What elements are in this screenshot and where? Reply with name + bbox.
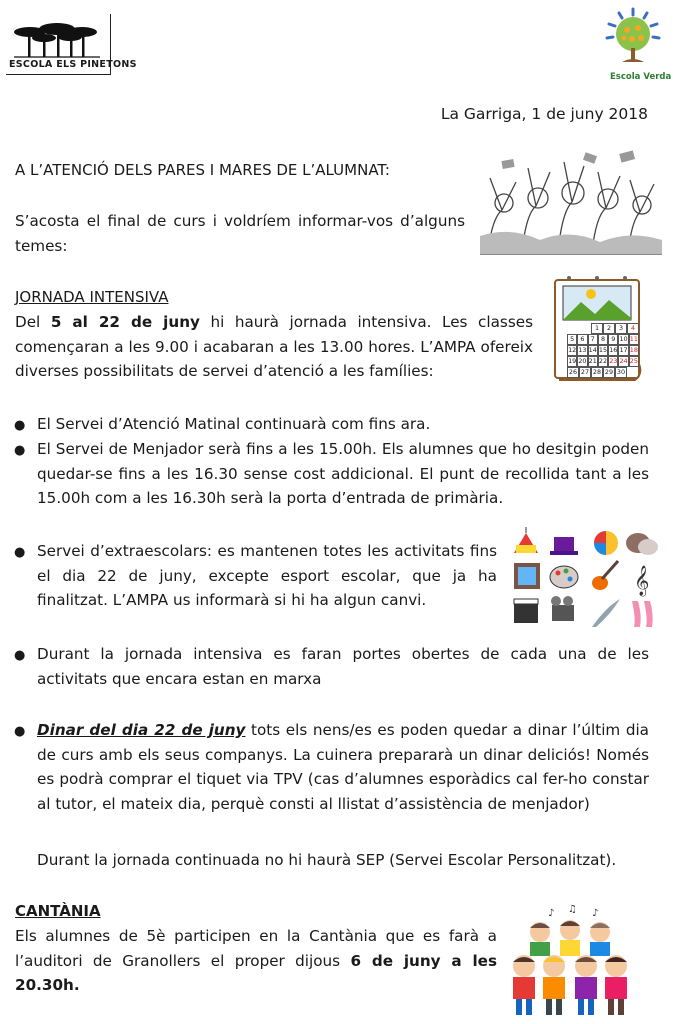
place-date: La Garriga, 1 de juny 2018 (440, 105, 648, 123)
page-title: A L’ATENCIÓ DELS PARES I MARES DE L’ALUMNAT: (15, 161, 390, 179)
film-camera-icon (551, 596, 574, 621)
cantania-paragraph: Els alumnes de 5è participen en la Cantània que es farà a l’auditori de Granollers el proper dijous 6 de juny a les 20.30h. (15, 927, 497, 994)
bullet-icon: ● (14, 418, 26, 433)
escola-verda-logo (598, 6, 672, 86)
treble-clef-icon (634, 565, 649, 597)
calendar-row: 19 20 21 22 23 24 25 (568, 357, 638, 365)
list-item-dinar: Dinar del dia 22 de juny tots els nens/es es poden quedar a dinar l’últim dia de curs amb els seus companys. La cuinera prepararà un dinar deliciós! Només es podrà comprar el tiquet via TPV (cas d’alumnes esporàdics cal fer-ho constar al tutor, el mateix dia, perquè consti al llistat d’assistència de menjador) (37, 721, 649, 813)
pine-trees-icon (12, 20, 102, 58)
picture-frame-icon (514, 563, 540, 589)
bullet-icon: ● (14, 724, 26, 739)
escola-verda-label: Escola Verda (610, 72, 672, 82)
svg-text:𝄞: 𝄞 (634, 566, 650, 596)
list-item-menjador: El Servei de Menjador serà fins a les 15.00h. Els alumnes que ho desitgin poden quedar-se fins a les 16.30 sense cost addicional. El punt de recollida tant a les 15.00h com a les 16.30h serà la porta d’entrada de primària. (37, 440, 649, 507)
calendar-row: 12 13 14 15 16 17 18 (568, 346, 638, 354)
beach-ball-icon (594, 531, 618, 555)
jornada-paragraph: Del 5 al 22 de juny hi haurà jornada intensiva. Les classes començaran a les 9.00 i acabaran a les 13.00 hores. L’AMPA ofereix diverses possibilitats de servei d’atenció a les famílies: (15, 313, 533, 380)
theater-masks-icon (626, 533, 658, 555)
bullet-icon: ● (14, 443, 26, 458)
guitar-icon (592, 561, 618, 590)
ballet-shoes-icon (632, 601, 653, 627)
bullet-icon: ● (14, 545, 26, 560)
svg-text:♫: ♫ (568, 904, 577, 915)
circus-tent-icon (514, 527, 538, 553)
paint-palette-icon (550, 566, 578, 588)
calendar-illustration (553, 274, 645, 382)
clapperboard-icon (514, 599, 538, 623)
school-logo (6, 14, 137, 75)
cheering-children-illustration (480, 148, 662, 258)
singing-children-illustration (508, 904, 638, 1020)
sep-note: Durant la jornada continuada no hi haurà SEP (Servei Escolar Personalitzat). (37, 851, 617, 869)
section-heading-jornada: JORNADA INTENSIVA (15, 288, 169, 306)
intro-paragraph: S’acosta el final de curs i voldríem informar-vos d’alguns temes: (15, 212, 465, 255)
calendar-row: 5 6 7 8 9 10 11 (567, 334, 639, 345)
green-tree-icon (602, 6, 664, 68)
calendar-grid (567, 323, 639, 378)
school-name: ESCOLA ELS PINETONS (9, 59, 137, 70)
svg-text:♪: ♪ (592, 908, 599, 919)
svg-text:♪: ♪ (548, 908, 555, 919)
list-item-portes-obertes: Durant la jornada intensiva es faran portes obertes de cada una de les activitats que encara estan en marxa (37, 645, 649, 688)
feather-pen-icon (592, 599, 620, 627)
list-item-matinal: El Servei d’Atenció Matinal continuarà com fins ara. (37, 415, 431, 433)
calendar-row: 26 27 28 29 30 (568, 368, 626, 376)
activities-icons (510, 523, 662, 633)
section-heading-cantania: CANTÀNIA (15, 902, 101, 920)
magic-hat-icon (550, 527, 578, 555)
bullet-icon: ● (14, 648, 26, 663)
calendar-row: 1 2 3 4 (567, 323, 639, 334)
list-item-extraescolars: Servei d’extraescolars: es mantenen totes les activitats fins el dia 22 de juny, excepte esport escolar, que ja ha finalitzat. L’AMPA us informarà si hi ha algun canvi. (37, 542, 497, 609)
